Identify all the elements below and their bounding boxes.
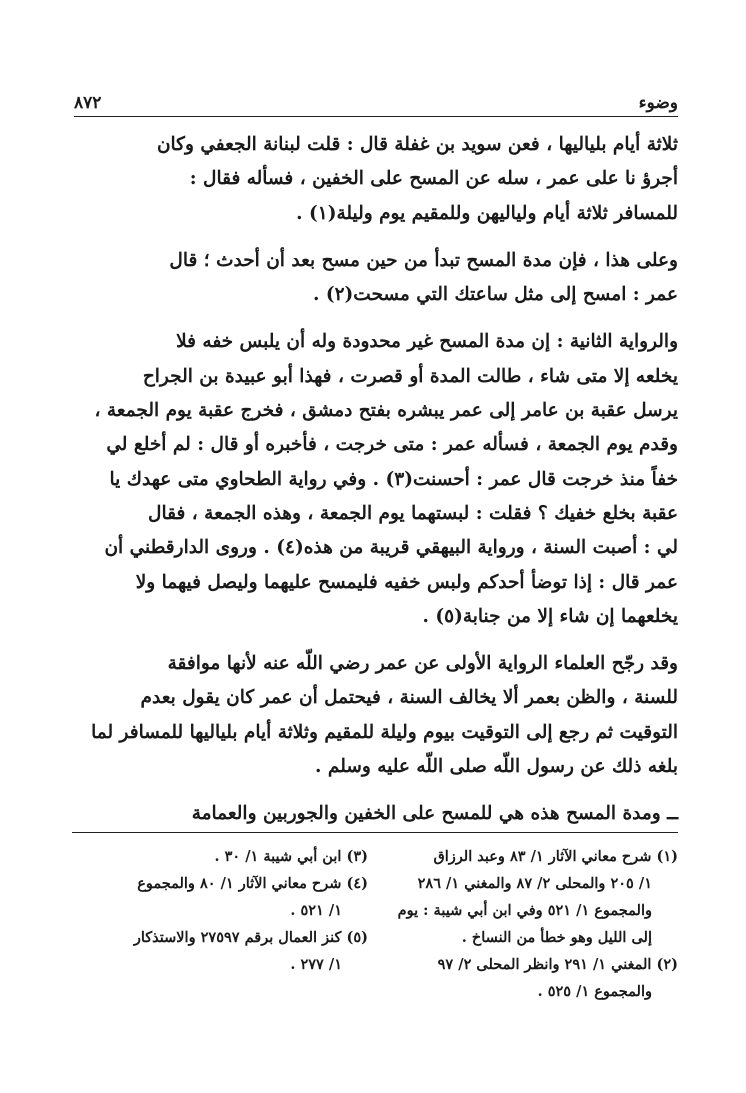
footnote-line: (٣) ابن أبي شيبة ١/ ٣٠ . — [214, 848, 368, 865]
footnote-divider — [72, 832, 678, 833]
footnote-line: إلى الليل وهو خطأ من النساخ . — [461, 929, 652, 946]
footnotes-column-left — [72, 843, 368, 1005]
text-line: يخلعه إلا متى شاء ، طالت المدة أو قصرت ، فهذا أبو عبيدة بن الجراح — [142, 365, 678, 387]
footnote-line: (٥) كنز العمال برقم ٢٧٥٩٧ والاستذكار — [133, 929, 368, 946]
text-line: خفاً منذ خرجت قال عمر : أحسنت(٣) . وفي رواية الطحاوي متى عهدك يا — [109, 468, 678, 490]
text-line: أجرؤ نا على عمر ، سله عن المسح على الخفين ، فسأله فقال : — [189, 168, 678, 190]
text-line: ثلاثة أيام بلياليها ، فعن سويد بن غفلة قال : قلت لبنانة الجعفي وكان — [156, 134, 678, 155]
page-number: ٨٧٢ — [74, 93, 102, 113]
paragraph — [72, 797, 678, 831]
text-line: عمر قال : إذا توضأ أحدكم ولبس خفيه فليمسح عليهما وليصل فيهما ولا — [135, 571, 678, 593]
text-line: بلغه ذلك عن رسول اللّه صلى اللّه عليه وسلم . — [315, 756, 678, 778]
text-line: عمر : امسح إلى مثل ساعتك التي مسحت(٢) . — [312, 284, 678, 306]
paragraph — [72, 325, 678, 634]
text-line: لي : أصبت السنة ، ورواية البيهقي قريبة من هذه(٤) . وروى الدارقطني أن — [104, 537, 678, 559]
text-line: للسنة ، والظن بعمر ألا يخالف السنة ، فيحتمل أن عمر كان يقول بعدم — [140, 687, 678, 709]
footnote-line: والمجموع ١/ ٥٢٥ . — [537, 983, 652, 1000]
text-line: يخلعهما إن شاء إلا من جنابة(٥) . — [422, 605, 678, 627]
paragraph — [72, 244, 678, 313]
text-line: يرسل عقبة بن عامر إلى عمر يبشره بفتح دمشق ، فخرج عقبة يوم الجمعة ، — [94, 400, 678, 422]
section-title: وضوء — [638, 93, 678, 113]
page-header — [74, 88, 678, 117]
main-text — [72, 128, 678, 845]
text-line: والرواية الثانية : إن مدة المسح غير محدودة وله أن يلبس خفه فلا — [176, 331, 678, 353]
paragraph — [72, 647, 678, 784]
footnotes-column-right — [382, 843, 678, 1005]
footnote-line: (٢) المغني ١/ ٢٩١ وانظر المحلى ٢/ ٩٧ — [437, 956, 678, 973]
paragraph — [72, 128, 678, 231]
footnote-line: ١/ ٢٧٧ . — [290, 956, 342, 973]
footnote-line: ١/ ٢٠٥ والمحلى ٢/ ٨٧ والمغني ١/ ٢٨٦ — [417, 875, 652, 892]
text-line: وعلى هذا ، فإن مدة المسح تبدأ من حين مسح بعد أن أحدث ؛ قال — [169, 249, 678, 271]
footnote-line: والمجموع ١/ ٥٢١ وفي ابن أبي شيبة : يوم — [397, 902, 652, 919]
text-line: وقدم يوم الجمعة ، فسأله عمر : متى خرجت ، فأخبره أو قال : لم أخلع لي — [106, 434, 678, 456]
footnote-line: (١) شرح معاني الآثار ١/ ٨٣ وعبد الرزاق — [433, 848, 678, 865]
text-line: ــ ومدة المسح هذه هي للمسح على الخفين والجوربين والعمامة — [191, 803, 678, 825]
footnotes — [72, 843, 678, 1005]
text-line: وقد رجّح العلماء الرواية الأولى عن عمر رضي اللّه عنه لأنها موافقة — [167, 653, 678, 675]
text-line: التوقيت ثم رجع إلى التوقيت بيوم وليلة للمقيم وثلاثة أيام بلياليها للمسافر لما — [91, 721, 678, 743]
footnote-line: (٤) شرح معاني الآثار ١/ ٨٠ والمجموع — [137, 875, 368, 892]
footnote-line: ١/ ٥٢١ . — [290, 902, 342, 919]
text-line: للمسافر ثلاثة أيام ولياليهن وللمقيم يوم وليلة(١) . — [296, 202, 678, 224]
text-line: عقبة بخلع خفيك ؟ فقلت : لبستهما يوم الجمعة ، وهذه الجمعة ، فقال — [148, 502, 678, 524]
